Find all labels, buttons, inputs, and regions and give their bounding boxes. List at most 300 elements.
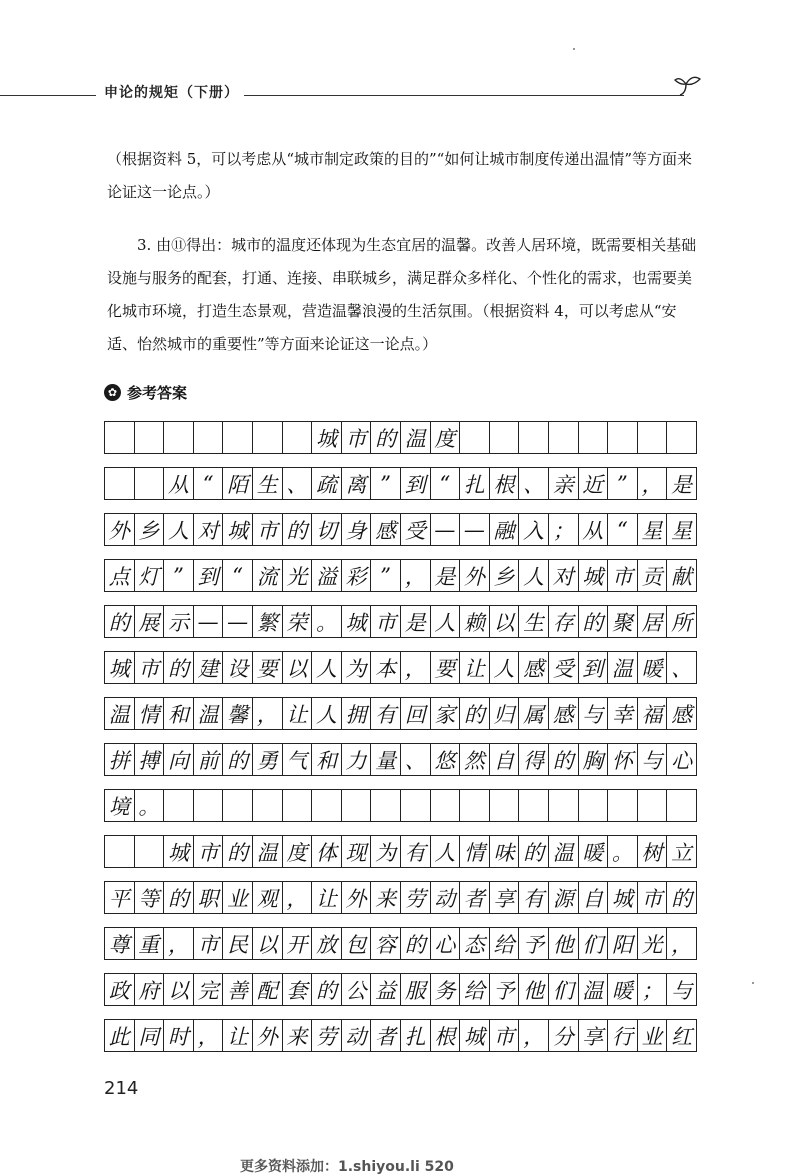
grid-cell: 、 xyxy=(283,468,313,499)
grid-cell xyxy=(549,422,579,453)
grid-cell: 温 xyxy=(194,698,224,729)
grid-cell: 灯 xyxy=(135,560,165,591)
grid-cell: 职 xyxy=(194,882,224,913)
grid-cell: 设 xyxy=(223,652,253,683)
grid-cell: 为 xyxy=(371,836,401,867)
grid-cell: 向 xyxy=(164,744,194,775)
grid-cell: 人 xyxy=(490,652,520,683)
grid-cell: 与 xyxy=(638,744,668,775)
grid-cell: 外 xyxy=(253,1020,283,1051)
grid-cell: ， xyxy=(194,1020,224,1051)
grid-cell: 外 xyxy=(460,560,490,591)
grid-cell: 态 xyxy=(460,928,490,959)
grid-cell: 城 xyxy=(105,652,135,683)
grid-cell: 光 xyxy=(283,560,313,591)
grid-cell: 市 xyxy=(638,882,668,913)
grid-cell: 益 xyxy=(371,974,401,1005)
grid-cell: 力 xyxy=(342,744,372,775)
grid-cell: 是 xyxy=(671,472,693,497)
grid-row xyxy=(104,697,697,730)
grid-row xyxy=(104,421,697,454)
grid-cell: 动 xyxy=(431,882,461,913)
grid-cell: 悠 xyxy=(431,744,461,775)
grid-cell xyxy=(460,422,490,453)
grid-cell: 人 xyxy=(519,560,549,591)
grid-cell: 、 xyxy=(401,744,431,775)
grid-cell xyxy=(312,790,342,821)
grid-cell: 的 xyxy=(164,652,194,683)
grid-cell: 务 xyxy=(431,974,461,1005)
grid-cell xyxy=(490,790,520,821)
grid-cell: 等 xyxy=(135,882,165,913)
flower-bullet-icon: ✿ xyxy=(104,384,121,401)
grid-cell: 市 xyxy=(194,836,224,867)
grid-cell: 政 xyxy=(105,974,135,1005)
grid-cell: 者 xyxy=(460,882,490,913)
grid-cell: 离 xyxy=(342,468,372,499)
grid-cell xyxy=(431,790,461,821)
grid-cell: 得 xyxy=(519,744,549,775)
grid-cell xyxy=(608,422,638,453)
grid-cell: 城 xyxy=(579,560,609,591)
grid-cell: 家 xyxy=(431,698,461,729)
grid-cell: 善 xyxy=(223,974,253,1005)
grid-cell: — xyxy=(194,606,224,637)
grid-cell: 观 xyxy=(253,882,283,913)
grid-cell: 让 xyxy=(312,882,342,913)
grid-cell: 现 xyxy=(342,836,372,867)
grid-cell: 城 xyxy=(460,1020,490,1051)
grid-cell xyxy=(253,790,283,821)
grid-cell: 享 xyxy=(490,882,520,913)
grid-cell: — xyxy=(431,514,461,545)
grid-cell xyxy=(667,422,696,453)
grid-cell: 生 xyxy=(519,606,549,637)
grid-cell: 情 xyxy=(135,698,165,729)
grid-cell: 度 xyxy=(283,836,313,867)
grid-row xyxy=(104,513,697,546)
grid-row xyxy=(104,973,697,1006)
grid-cell: 感 xyxy=(519,652,549,683)
grid-cell xyxy=(579,790,609,821)
grid-cell: 光 xyxy=(638,928,668,959)
grid-cell: 劳 xyxy=(401,882,431,913)
grid-cell: 予 xyxy=(519,928,549,959)
grid-cell xyxy=(135,422,165,453)
grid-cell xyxy=(105,422,135,453)
grid-row xyxy=(104,559,697,592)
grid-cell: 建 xyxy=(194,652,224,683)
grid-cell xyxy=(105,836,135,867)
grid-cell: 包 xyxy=(342,928,372,959)
grid-cell: 以 xyxy=(283,652,313,683)
grid-cell: 的 xyxy=(164,882,194,913)
grid-cell: 然 xyxy=(460,744,490,775)
grid-cell: 到 xyxy=(194,560,224,591)
grid-cell: 来 xyxy=(371,882,401,913)
grid-cell: 暖 xyxy=(608,974,638,1005)
grid-cell xyxy=(638,422,668,453)
grid-cell: 繁 xyxy=(253,606,283,637)
grid-cell: 馨 xyxy=(223,698,253,729)
grid-cell: 展 xyxy=(135,606,165,637)
grid-cell: 的 xyxy=(579,606,609,637)
grid-cell: 他 xyxy=(519,974,549,1005)
grid-cell: 源 xyxy=(549,882,579,913)
grid-cell: 点 xyxy=(105,560,135,591)
grid-cell: 味 xyxy=(490,836,520,867)
header-rule-left xyxy=(0,95,96,96)
grid-cell: 有 xyxy=(401,836,431,867)
grid-cell: 陌 xyxy=(223,468,253,499)
grid-cell: 人 xyxy=(312,698,342,729)
grid-cell: 以 xyxy=(253,928,283,959)
grid-cell: 温 xyxy=(579,974,609,1005)
grid-cell: 根 xyxy=(431,1020,461,1051)
grid-cell xyxy=(667,790,696,821)
grid-cell: 城 xyxy=(608,882,638,913)
grid-cell xyxy=(253,422,283,453)
grid-cell: 乡 xyxy=(490,560,520,591)
grid-cell: 融 xyxy=(490,514,520,545)
grid-cell: 们 xyxy=(549,974,579,1005)
grid-cell: 属 xyxy=(519,698,549,729)
answer-section-heading xyxy=(104,382,187,403)
grid-cell: 的 xyxy=(401,928,431,959)
grid-cell: 亲 xyxy=(549,468,579,499)
grid-cell: ， xyxy=(253,698,283,729)
grid-cell xyxy=(342,790,372,821)
grid-cell: 境 xyxy=(105,790,135,821)
grid-row xyxy=(104,835,697,868)
grid-cell: 立 xyxy=(671,840,693,865)
grid-cell: 业 xyxy=(223,882,253,913)
grid-cell: 市 xyxy=(135,652,165,683)
grid-cell xyxy=(371,790,401,821)
grid-row xyxy=(104,927,697,960)
grid-row xyxy=(104,743,697,776)
grid-cell: 前 xyxy=(194,744,224,775)
grid-cell: 者 xyxy=(371,1020,401,1051)
grid-cell: 是 xyxy=(401,606,431,637)
grid-cell: 本 xyxy=(371,652,401,683)
grid-cell: 示 xyxy=(164,606,194,637)
grid-cell: 动 xyxy=(342,1020,372,1051)
grid-cell: 彩 xyxy=(342,560,372,591)
grid-cell: 与 xyxy=(579,698,609,729)
grid-cell: 要 xyxy=(431,652,461,683)
grid-cell xyxy=(164,422,194,453)
grid-cell: ” xyxy=(608,468,638,499)
grid-cell: 容 xyxy=(371,928,401,959)
grid-cell: 树 xyxy=(638,836,668,867)
grid-cell: “ xyxy=(194,468,224,499)
grid-cell: 根 xyxy=(490,468,520,499)
grid-cell: 温 xyxy=(105,698,135,729)
grid-cell: 市 xyxy=(342,422,372,453)
grid-cell: 勇 xyxy=(253,744,283,775)
grid-cell: 他 xyxy=(549,928,579,959)
grid-cell: 到 xyxy=(579,652,609,683)
grid-cell: 城 xyxy=(312,422,342,453)
grid-cell: 此 xyxy=(105,1020,135,1051)
grid-cell: 荣 xyxy=(283,606,313,637)
grid-cell: 归 xyxy=(490,698,520,729)
grid-cell: 人 xyxy=(312,652,342,683)
grid-cell: 阳 xyxy=(608,928,638,959)
grid-cell: 配 xyxy=(253,974,283,1005)
grid-cell: 放 xyxy=(312,928,342,959)
grid-cell: 情 xyxy=(460,836,490,867)
grid-cell: 为 xyxy=(342,652,372,683)
grid-cell: 服 xyxy=(401,974,431,1005)
grid-cell: “ xyxy=(608,514,638,545)
grid-cell: ， xyxy=(401,652,431,683)
grid-cell: 市 xyxy=(371,606,401,637)
grid-cell: 人 xyxy=(431,606,461,637)
grid-cell: 享 xyxy=(579,1020,609,1051)
grid-cell: 回 xyxy=(401,698,431,729)
grid-cell xyxy=(519,422,549,453)
grid-row xyxy=(104,467,697,500)
footer-watermark-text: 更多资料添加：1.shiyou.li 520 xyxy=(240,1159,454,1175)
grid-cell: ， xyxy=(283,882,313,913)
grid-cell: 搏 xyxy=(135,744,165,775)
grid-cell: 。 xyxy=(312,606,342,637)
grid-cell: 温 xyxy=(549,836,579,867)
grid-cell: 暖 xyxy=(579,836,609,867)
grid-cell xyxy=(164,790,194,821)
grid-cell: 溢 xyxy=(312,560,342,591)
grid-cell: 从 xyxy=(164,468,194,499)
grid-cell: 献 xyxy=(671,564,693,589)
intro-note: （根据资料 5，可以考虑从“城市制定政策的目的”“如何让城市制度传递出温情”等方面来论证这一论点。） xyxy=(107,150,692,201)
grid-cell: 。 xyxy=(135,790,165,821)
grid-cell: 胸 xyxy=(579,744,609,775)
grid-cell: 扎 xyxy=(401,1020,431,1051)
grid-cell: 的 xyxy=(371,422,401,453)
grid-cell: 们 xyxy=(579,928,609,959)
grid-cell: 人 xyxy=(164,514,194,545)
grid-cell: 拥 xyxy=(342,698,372,729)
grid-cell: 的 xyxy=(283,514,313,545)
grid-cell: 扎 xyxy=(460,468,490,499)
page-header xyxy=(0,78,800,108)
grid-cell xyxy=(135,836,165,867)
grid-cell: ， xyxy=(638,468,668,499)
grid-cell: 来 xyxy=(283,1020,313,1051)
grid-cell: 给 xyxy=(460,974,490,1005)
grid-cell: 与 xyxy=(671,978,693,1003)
grid-cell xyxy=(401,790,431,821)
grid-cell xyxy=(223,790,253,821)
grid-cell: 同 xyxy=(135,1020,165,1051)
grid-cell: 予 xyxy=(490,974,520,1005)
grid-cell xyxy=(490,422,520,453)
grid-cell: 的 xyxy=(549,744,579,775)
grid-cell: 星 xyxy=(671,518,693,543)
book-title: 申论的规矩（下册） xyxy=(104,85,239,101)
grid-cell: 让 xyxy=(460,652,490,683)
grid-cell: 生 xyxy=(253,468,283,499)
grid-cell: 自 xyxy=(490,744,520,775)
grid-cell: 分 xyxy=(549,1020,579,1051)
grid-cell: 重 xyxy=(135,928,165,959)
grid-cell: 从 xyxy=(579,514,609,545)
grid-cell: ； xyxy=(638,974,668,1005)
grid-cell: 对 xyxy=(194,514,224,545)
grid-cell: 民 xyxy=(223,928,253,959)
grid-cell: 量 xyxy=(371,744,401,775)
grid-cell xyxy=(194,790,224,821)
grid-cell: 开 xyxy=(283,928,313,959)
grid-cell: 有 xyxy=(519,882,549,913)
grid-cell: 、 xyxy=(519,468,549,499)
grid-cell: 拼 xyxy=(105,744,135,775)
grid-cell: 体 xyxy=(312,836,342,867)
grid-cell: 受 xyxy=(549,652,579,683)
grid-row xyxy=(104,1019,697,1052)
grid-cell: 是 xyxy=(431,560,461,591)
grid-cell: 市 xyxy=(253,514,283,545)
grid-cell xyxy=(608,790,638,821)
grid-cell: 怀 xyxy=(608,744,638,775)
grid-row xyxy=(104,651,697,684)
grid-cell xyxy=(135,468,165,499)
grid-cell: — xyxy=(460,514,490,545)
grid-cell: 有 xyxy=(371,698,401,729)
grid-cell: 给 xyxy=(490,928,520,959)
header-rule-right xyxy=(244,95,684,96)
grid-cell: 聚 xyxy=(608,606,638,637)
grid-row xyxy=(104,605,697,638)
grid-cell: “ xyxy=(431,468,461,499)
grid-cell: 福 xyxy=(638,698,668,729)
grid-cell xyxy=(105,468,135,499)
grid-cell: 存 xyxy=(549,606,579,637)
grid-cell: 府 xyxy=(135,974,165,1005)
grid-cell: “ xyxy=(223,560,253,591)
grid-cell: 完 xyxy=(194,974,224,1005)
grid-cell: 的 xyxy=(223,836,253,867)
grid-cell: 受 xyxy=(401,514,431,545)
grid-cell xyxy=(223,422,253,453)
grid-cell: 流 xyxy=(253,560,283,591)
grid-cell xyxy=(579,422,609,453)
grid-row xyxy=(104,881,697,914)
grid-cell xyxy=(283,790,313,821)
grid-cell: 。 xyxy=(608,836,638,867)
grid-cell: ” xyxy=(371,560,401,591)
grid-cell: 的 xyxy=(519,836,549,867)
grid-cell: 温 xyxy=(401,422,431,453)
grid-cell: 业 xyxy=(638,1020,668,1051)
grid-cell xyxy=(460,790,490,821)
scan-speck xyxy=(752,982,754,984)
grid-cell: 的 xyxy=(312,974,342,1005)
grid-cell: 到 xyxy=(401,468,431,499)
grid-cell: 贡 xyxy=(638,560,668,591)
grid-cell xyxy=(283,422,313,453)
grid-cell: 赖 xyxy=(460,606,490,637)
grid-cell: 城 xyxy=(342,606,372,637)
grid-cell: 市 xyxy=(608,560,638,591)
grid-cell: 要 xyxy=(253,652,283,683)
grid-cell: 身 xyxy=(342,514,372,545)
grid-cell: 的 xyxy=(105,606,135,637)
grid-cell: 外 xyxy=(105,514,135,545)
grid-cell: 居 xyxy=(638,606,668,637)
grid-cell: 和 xyxy=(312,744,342,775)
grid-cell: ， xyxy=(164,928,194,959)
grid-cell: 心 xyxy=(431,928,461,959)
grid-cell: 平 xyxy=(105,882,135,913)
grid-cell: 时 xyxy=(164,1020,194,1051)
grid-cell: 所 xyxy=(671,610,693,635)
grid-cell: 的 xyxy=(223,744,253,775)
grid-cell: 外 xyxy=(342,882,372,913)
grid-cell: 市 xyxy=(490,1020,520,1051)
grid-cell: 以 xyxy=(164,974,194,1005)
grid-cell: 度 xyxy=(431,422,461,453)
grid-cell: ， xyxy=(519,1020,549,1051)
grid-cell: 城 xyxy=(223,514,253,545)
grid-cell: 以 xyxy=(490,606,520,637)
grid-cell: 心 xyxy=(671,748,693,773)
grid-cell: 对 xyxy=(549,560,579,591)
grid-cell: 星 xyxy=(638,514,668,545)
grid-cell: 自 xyxy=(579,882,609,913)
grid-cell: 尊 xyxy=(105,928,135,959)
grid-cell: 的 xyxy=(460,698,490,729)
point-3: 3. 由⑪得出：城市的温度还体现为生态宜居的温馨。改善人居环境，既需要相关基础设施与服务的配套，打通、连接、串联城乡，满足群众多样化、个性化的需求，也需要美化城市环境，打造生态景观，营造温馨浪漫的生活氛围。（根据资料 4，可以考虑从“安适、怡然城市的重要性”等方面来论证这一论点。） xyxy=(107,236,697,353)
grid-cell: 疏 xyxy=(312,468,342,499)
grid-cell: 近 xyxy=(579,468,609,499)
grid-cell xyxy=(194,422,224,453)
grid-cell xyxy=(638,790,668,821)
grid-cell: 温 xyxy=(608,652,638,683)
grid-cell: ， xyxy=(671,932,693,957)
grid-cell: ” xyxy=(371,468,401,499)
grid-cell: 劳 xyxy=(312,1020,342,1051)
grid-cell: 人 xyxy=(431,836,461,867)
grid-cell: 入 xyxy=(519,514,549,545)
grid-cell: 切 xyxy=(312,514,342,545)
grid-cell: 温 xyxy=(253,836,283,867)
grid-cell: ， xyxy=(401,560,431,591)
grid-cell: 红 xyxy=(671,1024,693,1049)
grid-cell: ； xyxy=(549,514,579,545)
grid-cell: — xyxy=(223,606,253,637)
grid-cell: 套 xyxy=(283,974,313,1005)
grid-cell: 市 xyxy=(194,928,224,959)
grid-cell: 暖 xyxy=(638,652,668,683)
grid-cell xyxy=(549,790,579,821)
page-number: 214 xyxy=(104,1078,139,1099)
grid-cell xyxy=(519,790,549,821)
grid-cell: 行 xyxy=(608,1020,638,1051)
grid-cell: 气 xyxy=(283,744,313,775)
grid-cell: 公 xyxy=(342,974,372,1005)
grid-cell: 城 xyxy=(164,836,194,867)
grid-cell: 乡 xyxy=(135,514,165,545)
grid-cell: 幸 xyxy=(608,698,638,729)
grid-cell: 感 xyxy=(549,698,579,729)
grid-row xyxy=(104,789,697,822)
grid-cell: 感 xyxy=(371,514,401,545)
grid-cell: 让 xyxy=(223,1020,253,1051)
grid-cell: 让 xyxy=(283,698,313,729)
